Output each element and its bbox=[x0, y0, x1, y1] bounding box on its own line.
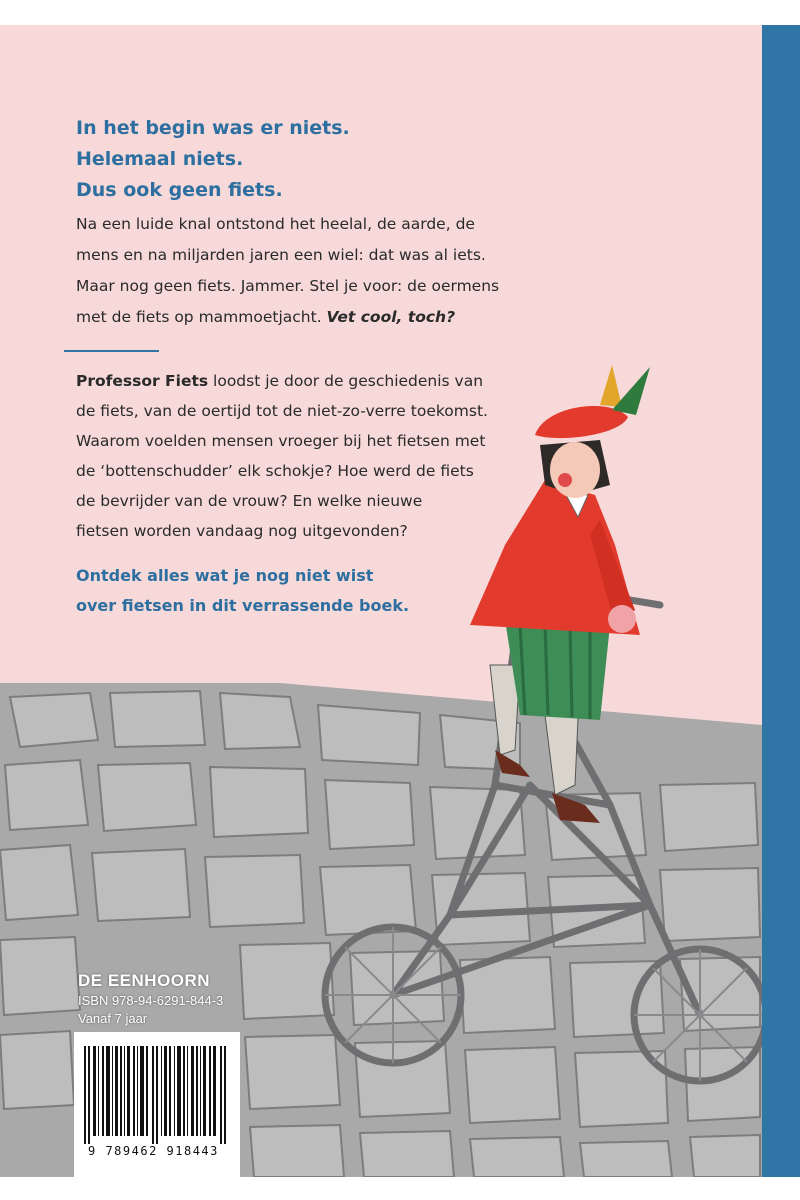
intro-line-3: Maar nog geen fiets. Jammer. Stel je voor: de oermens bbox=[76, 277, 500, 295]
publisher-name: DE EENHOORN bbox=[78, 971, 211, 990]
intro-emphasis: Vet cool, toch? bbox=[326, 308, 456, 326]
barcode-number: 9 789462 918443 bbox=[88, 1144, 219, 1158]
cta-line-2: over fietsen in dit verrassende boek. bbox=[76, 596, 410, 615]
book-title-bold: Professor Fiets bbox=[76, 372, 209, 390]
body-line-3: Waarom voelden mensen vroeger bij het fietsen met bbox=[76, 432, 486, 450]
barcode-bars bbox=[84, 1046, 230, 1144]
intro-line-1: Na een luide knal ontstond het heelal, de aarde, de bbox=[76, 215, 475, 233]
rider bbox=[470, 365, 650, 823]
cta-line-1: Ontdek alles wat je nog niet wist bbox=[76, 566, 374, 585]
body-line-1-rest: loodst je door de geschiedenis van bbox=[208, 372, 484, 390]
body-line-6: fietsen worden vandaag nog uitgevonden? bbox=[76, 522, 408, 540]
body-line-4: de ‘bottenschudder’ elk schokje? Hoe werd de fiets bbox=[76, 462, 474, 480]
body-line-5: de bevrijder van de vrouw? En welke nieuwe bbox=[76, 492, 423, 510]
barcode bbox=[74, 1032, 240, 1177]
intro-line-4-text: met de fiets op mammoetjacht. bbox=[76, 308, 327, 326]
headline-line-3: Dus ook geen fiets. bbox=[76, 179, 283, 201]
headline-line-2: Helemaal niets. bbox=[76, 148, 244, 170]
intro-line-2: mens en na miljarden jaren een wiel: dat was al iets. bbox=[76, 246, 486, 264]
body-line-2: de fiets, van de oertijd tot de niet-zo-verre toekomst. bbox=[76, 402, 488, 420]
book-spine bbox=[762, 25, 800, 1177]
headline-line-1: In het begin was er niets. bbox=[76, 117, 350, 139]
age-recommendation: Vanaf 7 jaar bbox=[78, 1011, 148, 1026]
book-back-cover bbox=[0, 25, 762, 1177]
publisher-imprint bbox=[78, 970, 223, 1028]
isbn-text: ISBN 978-94-6291-844-3 bbox=[78, 993, 224, 1008]
